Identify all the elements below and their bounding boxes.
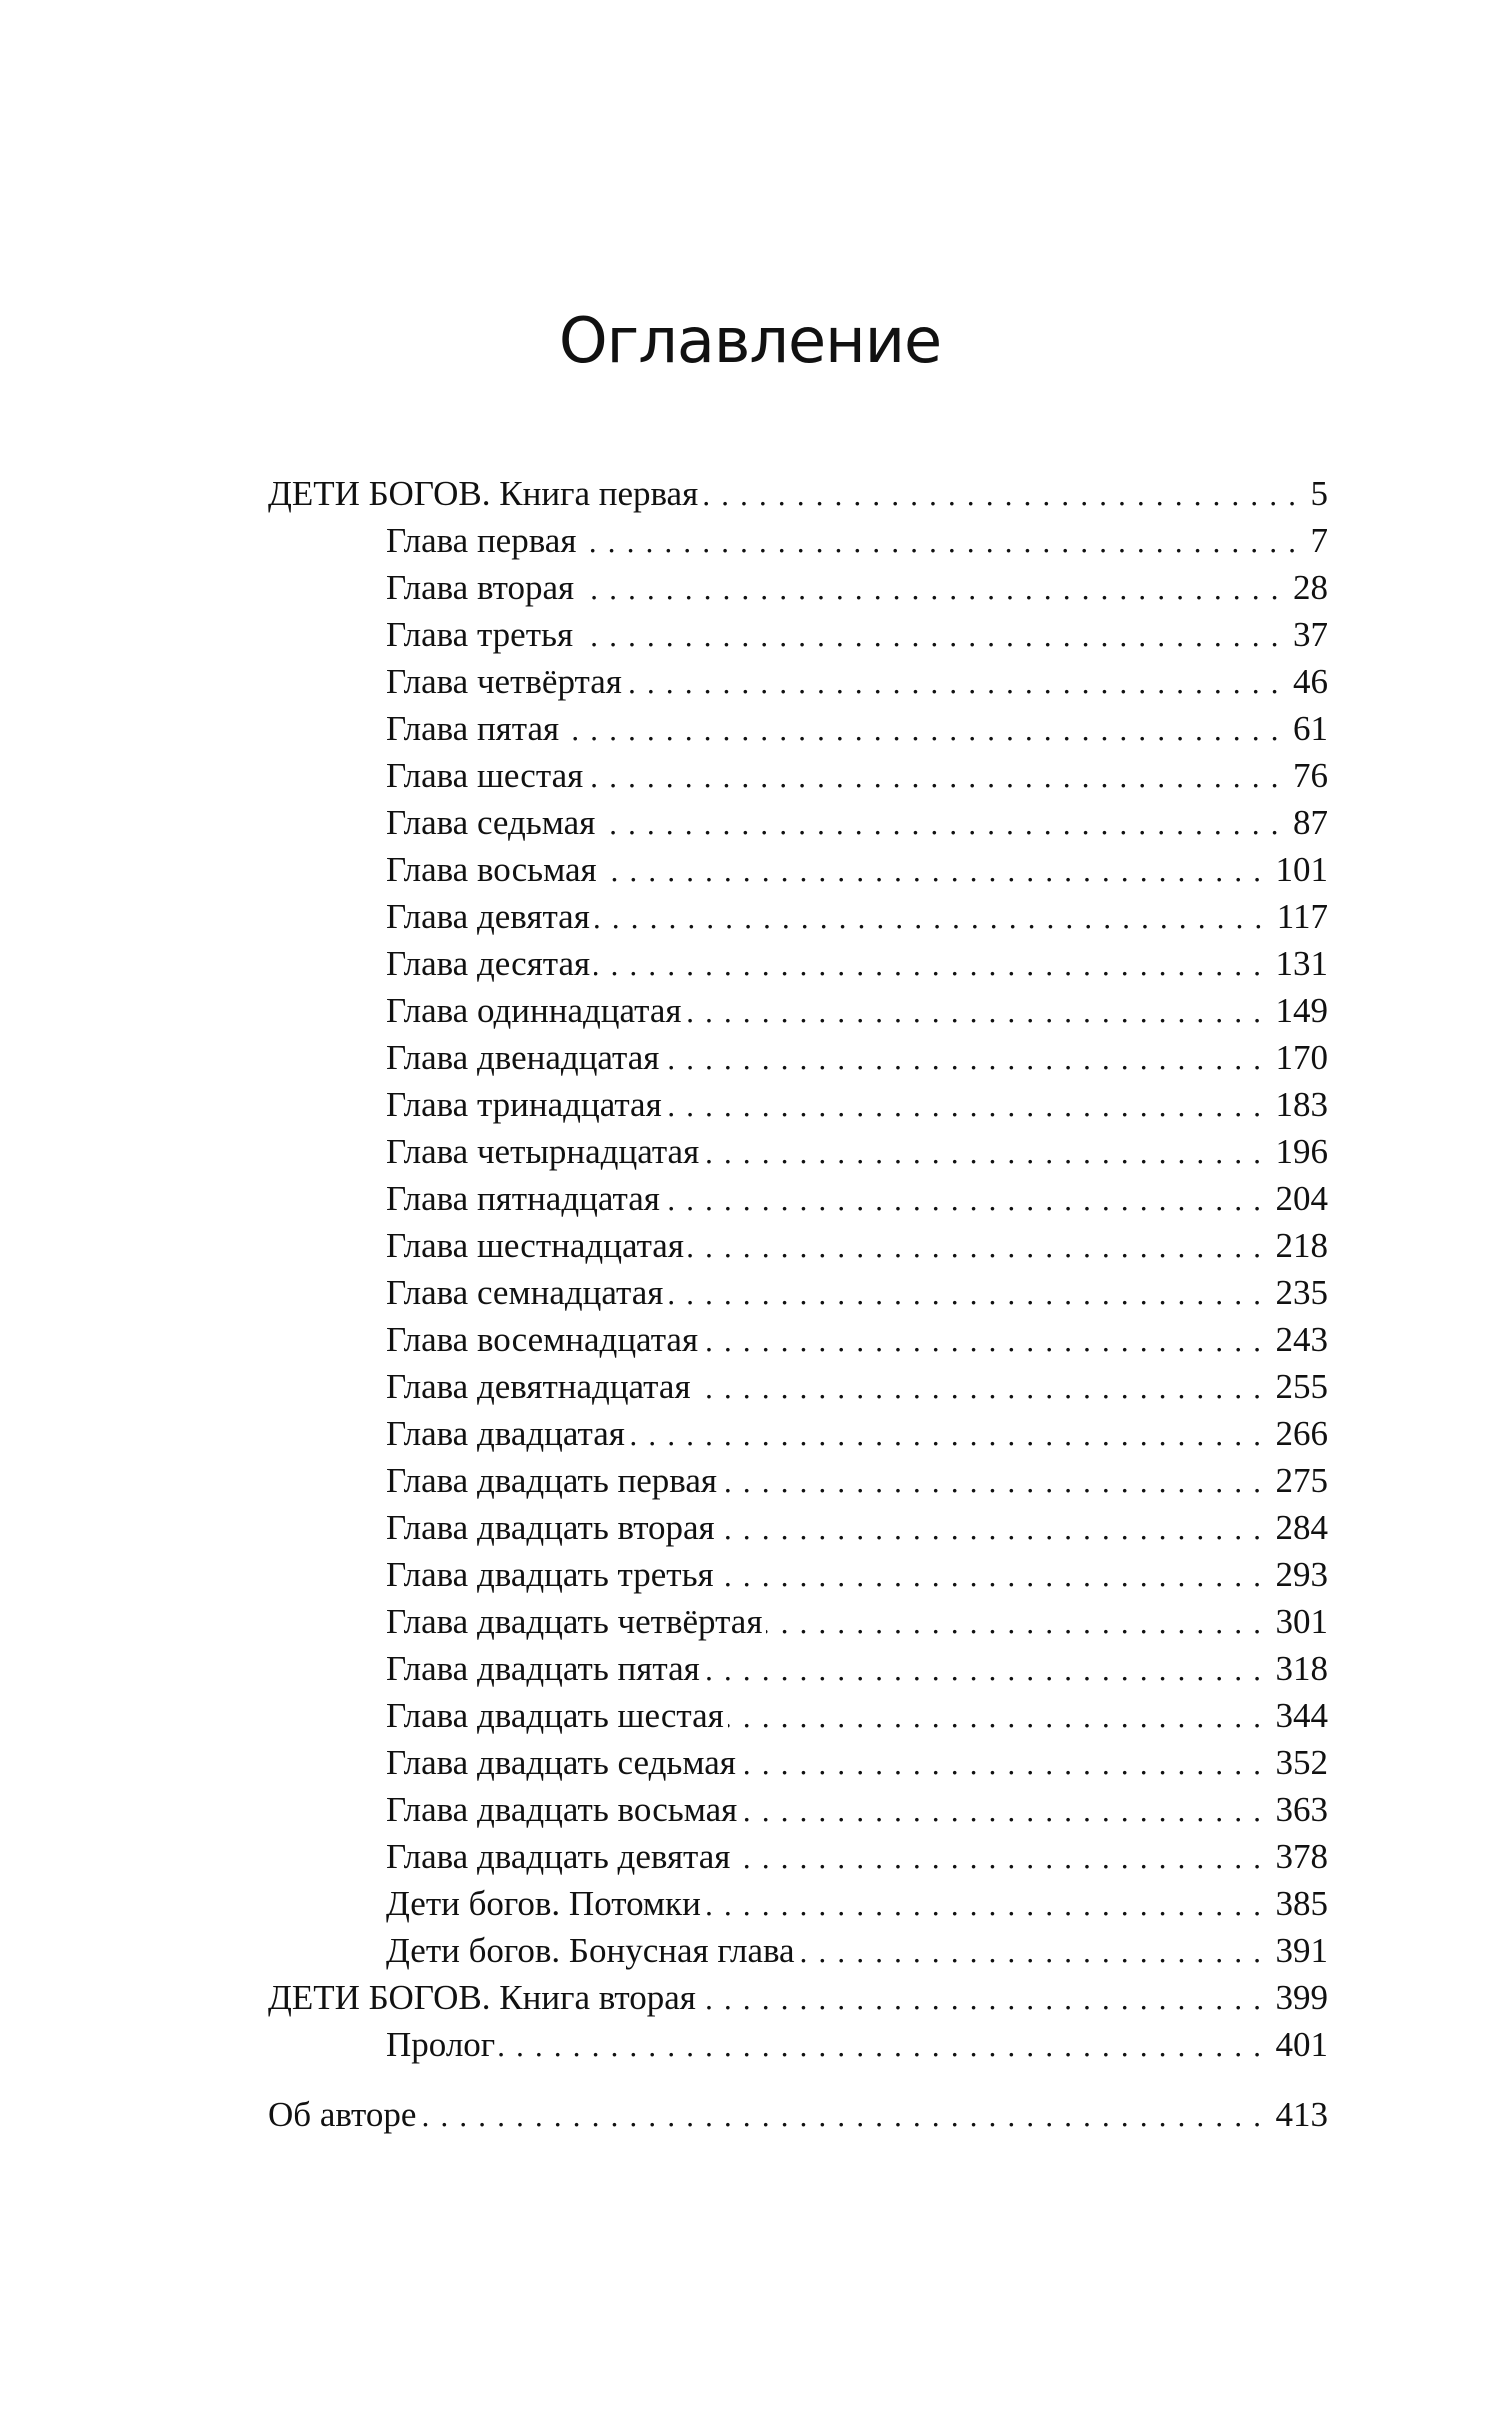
toc-entry-label: Глава двадцать четвёртая — [386, 1602, 763, 1641]
toc-entry-page-number: 7 — [1310, 521, 1328, 560]
toc-entry[interactable] — [268, 987, 1328, 1034]
dot-leader — [663, 1036, 1271, 1081]
dot-leader — [664, 1177, 1272, 1222]
toc-entry-label: Глава четвёртая — [386, 662, 622, 701]
dot-leader — [766, 1600, 1271, 1645]
toc-entry[interactable] — [268, 1363, 1328, 1410]
dot-leader — [580, 519, 1306, 564]
dot-leader — [686, 989, 1272, 1034]
toc-entry[interactable] — [268, 1269, 1328, 1316]
dot-leader — [700, 1976, 1272, 2021]
dot-leader — [599, 801, 1289, 846]
toc-entry[interactable] — [268, 1598, 1328, 1645]
toc-entry-label: Глава двадцать третья — [386, 1555, 714, 1594]
table-of-contents — [268, 470, 1328, 2138]
toc-entry[interactable] — [268, 1081, 1328, 1128]
toc-entry-page-number: 275 — [1275, 1461, 1328, 1500]
toc-entry-page-number: 5 — [1310, 474, 1328, 513]
toc-entry-label: Глава шестая — [386, 756, 584, 795]
toc-entry-label: Глава восемнадцатая — [386, 1320, 699, 1359]
toc-entry-label: ДЕТИ БОГОВ. Книга вторая — [268, 1978, 696, 2017]
dot-leader — [741, 1788, 1271, 1833]
toc-entry-page-number: 149 — [1275, 991, 1328, 1030]
toc-entry-label: Глава третья — [386, 615, 574, 654]
dot-leader — [721, 1459, 1272, 1504]
toc-entry-page-number: 266 — [1275, 1414, 1328, 1453]
dot-leader — [705, 1882, 1272, 1927]
page-title: Оглавление — [558, 304, 942, 377]
toc-entry-page-number: 218 — [1275, 1226, 1328, 1265]
toc-entry-page-number: 61 — [1293, 709, 1328, 748]
toc-entry-label: Глава девятнадцатая — [386, 1367, 691, 1406]
toc-entry[interactable] — [268, 1175, 1328, 1222]
toc-entry[interactable] — [268, 1833, 1328, 1880]
toc-entry-label: Глава первая — [386, 521, 577, 560]
dot-leader — [629, 1412, 1272, 1457]
toc-entry-label: Глава седьмая — [386, 803, 596, 842]
toc-entry[interactable] — [268, 893, 1328, 940]
toc-entry-label: Глава четырнадцатая — [386, 1132, 700, 1171]
toc-entry[interactable] — [268, 564, 1328, 611]
toc-entry-label: Дети богов. Бонусная глава — [386, 1931, 795, 1970]
toc-entry[interactable] — [268, 1128, 1328, 1175]
toc-entry[interactable] — [268, 1551, 1328, 1598]
dot-leader — [799, 1929, 1272, 1974]
dot-leader — [577, 613, 1289, 658]
dot-leader — [666, 1083, 1272, 1128]
toc-entry[interactable] — [268, 658, 1328, 705]
toc-entry-label: Глава девятая — [386, 897, 590, 936]
dot-leader — [734, 1835, 1271, 1880]
toc-entry-page-number: 28 — [1293, 568, 1328, 607]
toc-entry-label: Глава одиннадцатая — [386, 991, 682, 1030]
toc-entry[interactable] — [268, 1880, 1328, 1927]
dot-leader — [601, 848, 1272, 893]
toc-entry-page-number: 301 — [1275, 1602, 1328, 1641]
toc-entry-page-number: 101 — [1275, 850, 1328, 889]
toc-entry[interactable] — [268, 940, 1328, 987]
toc-entry[interactable] — [268, 846, 1328, 893]
toc-entry[interactable] — [268, 470, 1328, 517]
toc-entry-label: Глава двадцать восьмая — [386, 1790, 738, 1829]
toc-entry[interactable] — [268, 1645, 1328, 1692]
toc-entry-page-number: 401 — [1275, 2025, 1328, 2064]
toc-entry[interactable] — [268, 1974, 1328, 2021]
toc-entry-page-number: 284 — [1275, 1508, 1328, 1547]
dot-leader — [704, 1647, 1272, 1692]
dot-leader — [667, 1271, 1271, 1316]
toc-entry-page-number: 378 — [1275, 1837, 1328, 1876]
toc-entry-label: Глава двенадцатая — [386, 1038, 660, 1077]
toc-entry-label: Глава вторая — [386, 568, 575, 607]
dot-leader — [695, 1365, 1272, 1410]
dot-leader — [594, 895, 1273, 940]
dot-leader — [420, 2093, 1271, 2138]
toc-entry-label: Об авторе — [268, 2095, 417, 2134]
toc-entry-label: Глава двадцать вторая — [386, 1508, 715, 1547]
toc-entry-page-number: 183 — [1275, 1085, 1328, 1124]
toc-entry-label: Глава шестнадцатая — [386, 1226, 684, 1265]
toc-entry-page-number: 399 — [1275, 1978, 1328, 2017]
dot-leader — [740, 1741, 1272, 1786]
toc-entry[interactable] — [268, 1457, 1328, 1504]
toc-entry[interactable] — [268, 1692, 1328, 1739]
toc-entry-label: Дети богов. Потомки — [386, 1884, 701, 1923]
toc-entry-label: Глава двадцать седьмая — [386, 1743, 736, 1782]
toc-entry-page-number: 293 — [1275, 1555, 1328, 1594]
toc-entry[interactable] — [268, 611, 1328, 658]
toc-entry-label: Глава пятая — [386, 709, 560, 748]
toc-entry-label: Глава двадцать пятая — [386, 1649, 700, 1688]
toc-entry-page-number: 391 — [1275, 1931, 1328, 1970]
toc-entry-label: Глава тринадцатая — [386, 1085, 662, 1124]
dot-leader — [702, 472, 1306, 517]
toc-entry[interactable] — [268, 517, 1328, 564]
toc-entry-page-number: 204 — [1275, 1179, 1328, 1218]
toc-entry-page-number: 243 — [1275, 1320, 1328, 1359]
toc-entry-page-number: 352 — [1275, 1743, 1328, 1782]
toc-entry-label: Глава двадцать шестая — [386, 1696, 724, 1735]
dot-leader — [702, 1318, 1271, 1363]
toc-entry-page-number: 131 — [1275, 944, 1328, 983]
toc-entry[interactable] — [268, 752, 1328, 799]
toc-entry[interactable] — [268, 1504, 1328, 1551]
dot-leader — [587, 754, 1289, 799]
toc-entry-page-number: 385 — [1275, 1884, 1328, 1923]
toc-entry-label: Глава десятая — [386, 944, 591, 983]
toc-entry[interactable] — [268, 1222, 1328, 1269]
toc-entry[interactable] — [268, 2021, 1328, 2068]
toc-entry-label: ДЕТИ БОГОВ. Книга первая — [268, 474, 699, 513]
toc-entry-page-number: 235 — [1275, 1273, 1328, 1312]
dot-leader — [688, 1224, 1272, 1269]
toc-entry-page-number: 318 — [1275, 1649, 1328, 1688]
toc-entry-label: Пролог — [386, 2025, 496, 2064]
toc-entry-page-number: 344 — [1275, 1696, 1328, 1735]
dot-leader — [626, 660, 1289, 705]
toc-entry[interactable] — [268, 1927, 1328, 1974]
toc-entry-page-number: 87 — [1293, 803, 1328, 842]
toc-entry-label: Глава двадцатая — [386, 1414, 625, 1453]
dot-leader — [499, 2023, 1271, 2068]
dot-leader — [594, 942, 1271, 987]
dot-leader — [563, 707, 1289, 752]
toc-entry-page-number: 170 — [1275, 1038, 1328, 1077]
toc-entry-page-number: 413 — [1275, 2095, 1328, 2134]
toc-entry[interactable] — [268, 799, 1328, 846]
toc-entry-page-number: 255 — [1275, 1367, 1328, 1406]
toc-entry-page-number: 363 — [1275, 1790, 1328, 1829]
dot-leader — [719, 1506, 1272, 1551]
toc-entry-page-number: 76 — [1293, 756, 1328, 795]
toc-entry[interactable] — [268, 1034, 1328, 1081]
toc-entry-label: Глава двадцать девятая — [386, 1837, 731, 1876]
toc-entry[interactable] — [268, 705, 1328, 752]
toc-entry-page-number: 117 — [1276, 897, 1328, 936]
toc-entry-page-number: 196 — [1275, 1132, 1328, 1171]
toc-entry[interactable] — [268, 2091, 1328, 2138]
toc-entry-label: Глава семнадцатая — [386, 1273, 664, 1312]
dot-leader — [718, 1553, 1272, 1598]
toc-entry-page-number: 46 — [1293, 662, 1328, 701]
toc-entry-label: Глава двадцать первая — [386, 1461, 717, 1500]
dot-leader — [578, 566, 1289, 611]
toc-entry[interactable] — [268, 1316, 1328, 1363]
toc-entry[interactable] — [268, 1739, 1328, 1786]
toc-entry-page-number: 37 — [1293, 615, 1328, 654]
toc-entry[interactable] — [268, 1786, 1328, 1833]
toc-entry-label: Глава пятнадцатая — [386, 1179, 660, 1218]
toc-entry[interactable] — [268, 1410, 1328, 1457]
dot-leader — [703, 1130, 1271, 1175]
dot-leader — [728, 1694, 1272, 1739]
toc-entry-label: Глава восьмая — [386, 850, 597, 889]
